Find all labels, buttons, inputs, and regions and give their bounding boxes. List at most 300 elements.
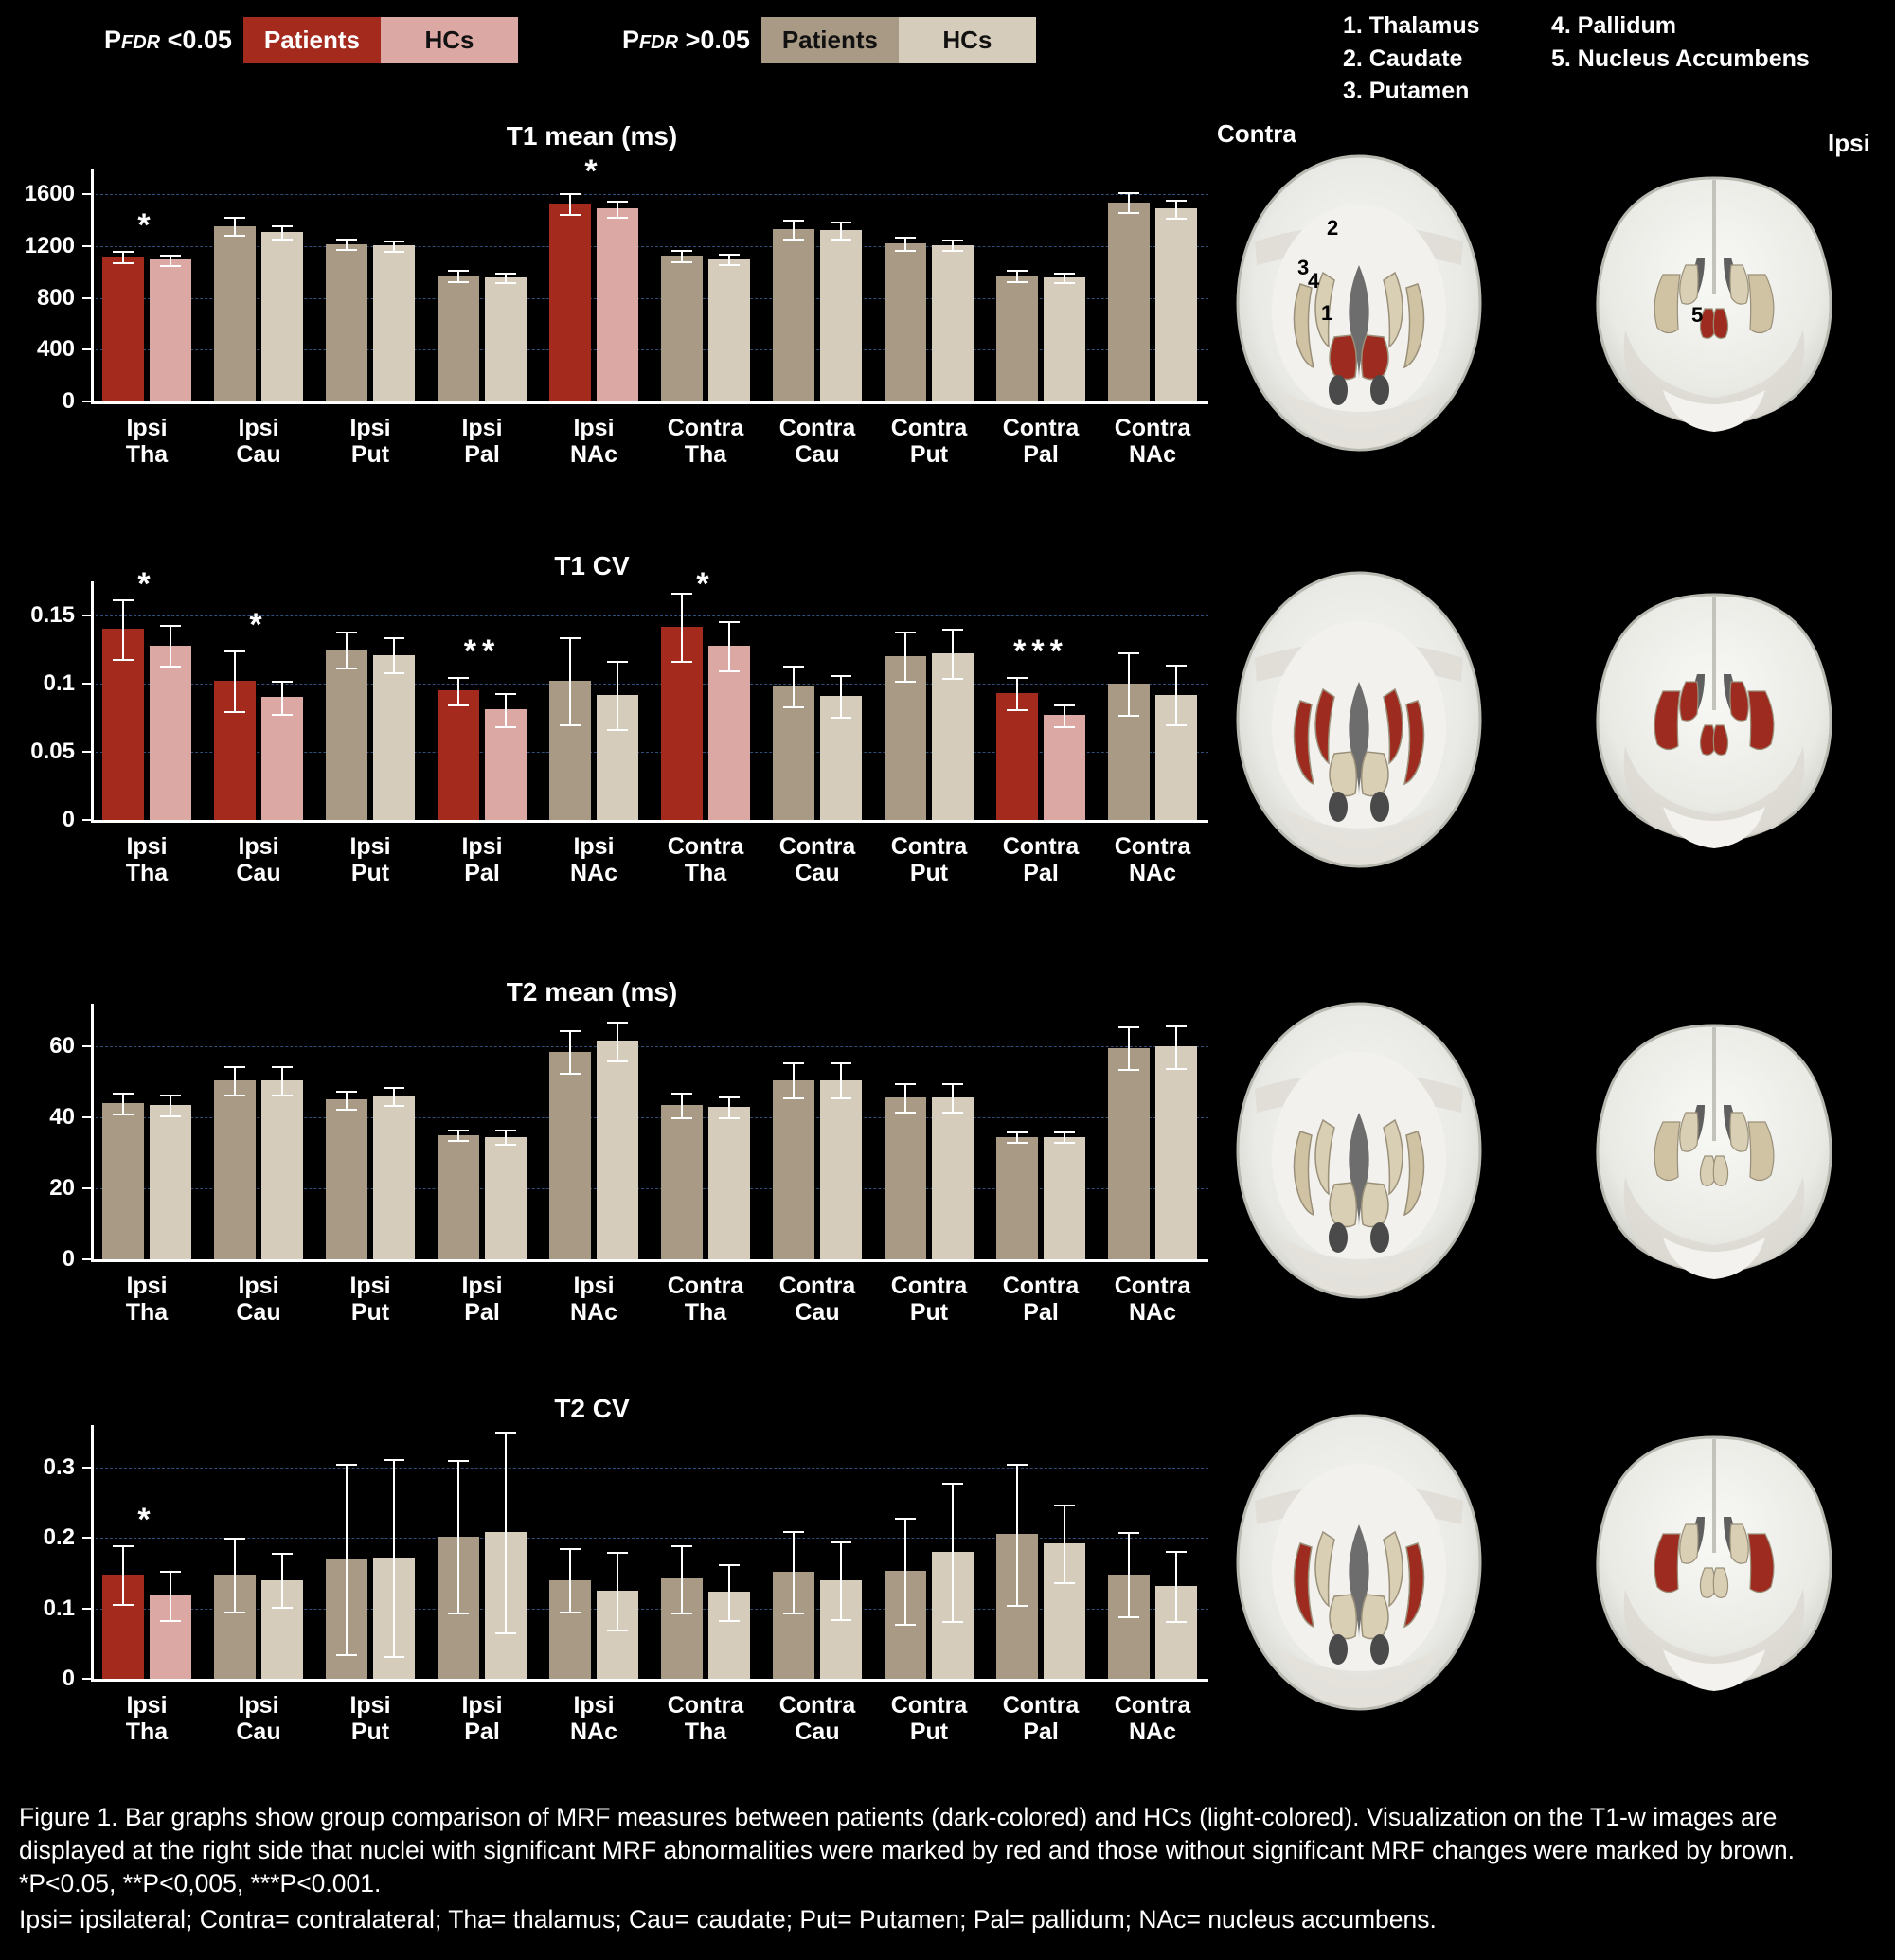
error-bar-cap <box>895 681 916 683</box>
bar-hcs <box>261 232 303 401</box>
error-bar-cap <box>607 1022 628 1024</box>
x-label-line1: Ipsi <box>573 833 615 860</box>
x-label-line2: Cau <box>236 441 281 468</box>
error-bar <box>617 661 618 729</box>
bar-hcs <box>820 1080 862 1259</box>
error-bar-cap <box>719 621 740 623</box>
bar-patients <box>326 1099 367 1259</box>
error-bar-cap <box>1166 724 1187 726</box>
x-label-line2: Pal <box>1023 441 1059 468</box>
x-axis-label <box>538 833 650 886</box>
error-bar-cap <box>160 265 181 267</box>
error-bar <box>952 1483 954 1621</box>
x-axis-label <box>650 1692 761 1745</box>
coronal-brain-slice <box>1572 568 1856 881</box>
error-bar-cap <box>272 1553 293 1555</box>
error-bar-cap <box>1054 1582 1075 1584</box>
error-bar <box>234 650 236 710</box>
x-label-line1: Contra <box>778 833 856 860</box>
significance-marker: * <box>137 1501 156 1538</box>
x-label-line2: NAc <box>569 1719 617 1745</box>
x-label-line1: Contra <box>1114 1692 1191 1719</box>
x-label-line2: Cau <box>236 860 281 886</box>
bar-hcs <box>1044 1137 1085 1259</box>
coronal-brain-slice <box>1572 999 1856 1311</box>
y-tick-label: 40 <box>49 1104 75 1130</box>
significance-marker: * <box>137 566 156 602</box>
x-label-line1: Ipsi <box>461 1273 503 1299</box>
bar-patients <box>996 276 1038 401</box>
error-bar <box>1128 1026 1130 1069</box>
error-bar-cap <box>448 704 469 706</box>
error-bar-cap <box>160 625 181 627</box>
chart-plot-2 <box>30 566 1208 886</box>
error-bar <box>1064 704 1065 726</box>
x-label-line2: Tha <box>125 1299 169 1326</box>
x-label-line2: NAc <box>1128 1719 1176 1745</box>
y-tick-mark <box>82 1467 91 1469</box>
y-tick-mark <box>82 1187 91 1189</box>
x-axis-label <box>203 1692 314 1745</box>
caption-line-1: Figure 1. Bar graphs show group comparison of MRF measures between patients (dark-colored) and HCs (light-colored). Visualization on the T1-w images are displayed at the right side that nuclei with significant MRF abnormalities were marked by red and those without significant MRF changes were marked by brown. *P<0.05, **P<0,005, ***P<0.001. <box>19 1803 1796 1898</box>
error-bar-cap <box>113 251 134 253</box>
gridline <box>91 194 1208 195</box>
nuclei-key-col1 <box>1343 9 1551 108</box>
error-bar <box>505 1130 507 1144</box>
error-bar-cap <box>671 661 692 663</box>
error-bar <box>952 1083 954 1112</box>
error-bar <box>728 1096 730 1118</box>
error-bar-cap <box>560 193 581 195</box>
error-bar-cap <box>783 666 804 668</box>
error-bar-cap <box>1007 281 1028 283</box>
significance-marker: * <box>696 566 715 602</box>
error-bar-cap <box>224 1095 245 1096</box>
brain-coronal-1 <box>1572 151 1856 464</box>
error-bar <box>617 201 618 216</box>
legend <box>104 17 1036 63</box>
x-axis-line <box>91 820 1208 823</box>
bar-patients <box>438 276 479 401</box>
error-bar-cap <box>495 282 516 284</box>
error-bar-cap <box>448 1130 469 1131</box>
x-label-line2: NAc <box>569 860 617 886</box>
error-bar-cap <box>719 254 740 256</box>
error-bar-cap <box>224 1066 245 1068</box>
error-bar-cap <box>336 249 357 251</box>
bar-hcs <box>261 1080 303 1259</box>
error-bar <box>1128 652 1130 715</box>
error-bar-cap <box>942 1083 963 1085</box>
x-axis-label <box>426 1692 538 1745</box>
error-bar-cap <box>671 1093 692 1095</box>
error-bar <box>457 1460 459 1613</box>
y-tick-label: 800 <box>36 284 75 311</box>
error-bar <box>170 625 171 666</box>
error-bar-cap <box>1118 652 1139 654</box>
x-axis-label <box>761 833 873 886</box>
error-bar-cap <box>783 1097 804 1099</box>
x-axis-label <box>314 833 426 886</box>
chart-title-4: T2 CV <box>554 1394 630 1423</box>
error-bar <box>170 1571 171 1620</box>
error-bar <box>505 693 507 726</box>
error-bar-cap <box>1007 677 1028 679</box>
legend-nonsignificant <box>622 17 1036 63</box>
bar-patients <box>773 229 814 401</box>
x-label-line2: NAc <box>569 1299 617 1326</box>
error-bar-cap <box>160 1095 181 1096</box>
error-bar <box>793 1062 795 1098</box>
legend-nonsignificant-label: PFDR >0.05 <box>621 26 750 54</box>
error-bar-cap <box>942 250 963 252</box>
x-label-line1: Contra <box>778 415 856 441</box>
error-bar-cap <box>719 1620 740 1622</box>
error-bar-cap <box>942 629 963 631</box>
error-bar-cap <box>942 240 963 241</box>
error-bar-cap <box>1007 709 1028 711</box>
caption-line-2: Ipsi= ipsilateral; Contra= contralateral; Tha= thalamus; Cau= caudate; Put= Putamen; Pal= pallidum; NAc= nucleus accumbens. <box>19 1904 1437 1933</box>
x-axis-label <box>873 1692 985 1745</box>
x-axis-label <box>650 1273 761 1326</box>
error-bar-cap <box>224 1612 245 1613</box>
error-bar-cap <box>1166 1551 1187 1553</box>
error-bar-cap <box>1166 1068 1187 1070</box>
error-bar-cap <box>224 235 245 237</box>
x-label-line2: NAc <box>1128 860 1176 886</box>
error-bar <box>617 1552 618 1630</box>
x-axis-line <box>91 1679 1208 1682</box>
x-label-line1: Ipsi <box>461 833 503 860</box>
error-bar <box>617 1022 618 1060</box>
bar-patients <box>1108 203 1150 401</box>
chart-title-3: T2 mean (ms) <box>506 977 678 1007</box>
error-bar-cap <box>113 1604 134 1606</box>
x-label-line2: Tha <box>684 441 727 468</box>
chart-plot-4 <box>43 1425 1208 1745</box>
error-bar-cap <box>895 1624 916 1626</box>
x-axis-label <box>203 1273 314 1326</box>
y-tick-mark <box>82 615 91 616</box>
error-bar-cap <box>384 251 404 253</box>
x-label-line1: Contra <box>778 1692 856 1719</box>
y-tick-label: 0 <box>62 388 75 414</box>
bar-patients <box>996 693 1038 820</box>
error-bar <box>1016 677 1018 710</box>
y-tick-label: 0.3 <box>43 1453 75 1480</box>
error-bar <box>840 222 842 239</box>
error-bar-cap <box>224 711 245 713</box>
x-label-line2: Tha <box>684 860 727 886</box>
error-bar-cap <box>560 1030 581 1032</box>
error-bar-cap <box>942 678 963 680</box>
error-bar <box>170 1095 171 1116</box>
error-bar-cap <box>1007 1142 1028 1144</box>
bar-patients <box>661 256 703 401</box>
x-label-line1: Ipsi <box>573 1273 615 1299</box>
y-tick-label: 0.1 <box>43 1595 75 1621</box>
error-bar-cap <box>336 1091 357 1093</box>
chart-title-1: T1 mean (ms) <box>506 121 678 151</box>
y-tick-mark <box>82 1678 91 1680</box>
error-bar <box>234 1538 236 1611</box>
brain-region-number-5: 5 <box>1691 303 1704 327</box>
y-tick-label: 0.2 <box>43 1524 75 1551</box>
error-bar <box>1175 1551 1177 1621</box>
gridline <box>91 349 1208 350</box>
error-bar-cap <box>831 1062 851 1064</box>
x-label-line2: Put <box>350 1719 390 1745</box>
brain-label-contra: Contra <box>1217 119 1296 148</box>
error-bar-cap <box>560 1612 581 1613</box>
error-bar-cap <box>336 632 357 633</box>
bar-hcs <box>373 1096 415 1260</box>
x-label-line1: Ipsi <box>126 1692 168 1719</box>
error-bar <box>840 1541 842 1619</box>
x-label-line2: Put <box>909 441 949 468</box>
error-bar <box>281 1066 283 1095</box>
error-bar-cap <box>607 1060 628 1062</box>
error-bar <box>1064 1505 1065 1582</box>
error-bar-cap <box>942 1112 963 1114</box>
error-bar-cap <box>113 1114 134 1115</box>
bar-hcs <box>1155 208 1197 401</box>
error-bar-cap <box>671 1117 692 1119</box>
x-label-line2: Cau <box>795 441 840 468</box>
y-tick-label: 1600 <box>24 181 75 207</box>
gridline <box>91 1609 1208 1610</box>
legend-ns-subscript: FDR <box>638 32 679 53</box>
x-axis-label <box>314 1273 426 1326</box>
error-bar-cap <box>113 659 134 661</box>
x-label-line1: Contra <box>890 833 968 860</box>
error-bar-cap <box>895 632 916 633</box>
error-bar-cap <box>495 726 516 728</box>
bar-patients <box>773 1080 814 1259</box>
brain-region-number-2: 2 <box>1327 216 1339 240</box>
error-bar-cap <box>384 1087 404 1089</box>
y-tick-mark <box>82 348 91 350</box>
error-bar <box>1175 200 1177 218</box>
error-bar-cap <box>607 661 628 663</box>
error-bar-cap <box>336 1654 357 1656</box>
brain-axial-4 <box>1217 1411 1501 1723</box>
x-axis-label <box>203 833 314 886</box>
bar-hcs <box>820 230 862 401</box>
x-axis-label <box>91 1692 203 1745</box>
x-label-line2: Cau <box>236 1719 281 1745</box>
nuclei-key-item-5: 5. Nucleus Accumbens <box>1551 45 1810 72</box>
error-bar-cap <box>384 672 404 674</box>
error-bar-cap <box>160 1571 181 1573</box>
error-bar <box>569 637 571 724</box>
x-label-line1: Ipsi <box>349 415 391 441</box>
error-bar-cap <box>448 677 469 679</box>
error-bar-cap <box>113 1545 134 1547</box>
error-bar-cap <box>831 717 851 719</box>
error-bar-cap <box>783 706 804 708</box>
bar-hcs <box>708 1107 750 1259</box>
y-axis-line <box>91 1004 94 1262</box>
error-bar-cap <box>224 650 245 652</box>
y-tick-label: 0.05 <box>30 739 75 764</box>
x-label-line1: Ipsi <box>126 415 168 441</box>
x-label-line1: Contra <box>667 833 744 860</box>
error-bar <box>122 1545 124 1605</box>
legend-significant <box>104 17 518 63</box>
error-bar <box>840 675 842 716</box>
error-bar-cap <box>607 201 628 203</box>
error-bar-cap <box>1054 273 1075 275</box>
gridline <box>91 752 1208 753</box>
x-label-line1: Ipsi <box>573 415 615 441</box>
x-label-line1: Contra <box>1002 1273 1080 1299</box>
bar-hcs <box>932 245 974 401</box>
coronal-brain-slice <box>1572 151 1856 464</box>
x-axis-label <box>761 1692 873 1745</box>
error-bar <box>793 1531 795 1613</box>
error-bar-cap <box>783 1613 804 1614</box>
error-bar <box>681 1545 683 1613</box>
x-axis-label <box>91 833 203 886</box>
brain-axial-2 <box>1217 568 1501 881</box>
legend-sig-subscript: FDR <box>121 32 161 53</box>
x-label-line1: Contra <box>1002 415 1080 441</box>
x-axis-label <box>314 1692 426 1745</box>
gridline <box>91 1046 1208 1047</box>
error-bar <box>122 599 124 659</box>
x-axis-label <box>91 415 203 468</box>
error-bar <box>1128 1532 1130 1616</box>
x-axis-label <box>426 415 538 468</box>
y-tick-mark <box>82 683 91 685</box>
error-bar-cap <box>719 1117 740 1119</box>
error-bar-cap <box>384 1105 404 1107</box>
x-axis-label <box>873 415 985 468</box>
error-bar <box>393 1459 395 1656</box>
error-bar <box>840 1062 842 1098</box>
x-axis-label <box>91 1273 203 1326</box>
x-label-line1: Contra <box>667 415 744 441</box>
nuclei-key-item-1: 1. Thalamus <box>1343 12 1480 39</box>
error-bar <box>1128 192 1130 213</box>
error-bar <box>346 632 348 667</box>
x-label-line2: Put <box>909 1719 949 1745</box>
error-bar <box>457 677 459 704</box>
legend-swatch-patients-significant: Patients <box>243 17 381 63</box>
y-tick-mark <box>82 819 91 821</box>
nuclei-key-col2 <box>1551 9 1810 75</box>
figure-caption <box>19 1801 1875 1938</box>
error-bar <box>281 681 283 714</box>
axial-brain-slice <box>1217 999 1501 1311</box>
error-bar-cap <box>224 217 245 219</box>
x-label-line1: Ipsi <box>573 1692 615 1719</box>
x-label-line1: Contra <box>1114 1273 1191 1299</box>
y-axis-line <box>91 169 94 404</box>
error-bar-cap <box>272 1095 293 1096</box>
x-label-line1: Ipsi <box>349 1692 391 1719</box>
error-bar-cap <box>448 1613 469 1614</box>
x-label-line2: Cau <box>236 1299 281 1326</box>
x-label-line1: Ipsi <box>349 833 391 860</box>
error-bar-cap <box>495 693 516 695</box>
gridline <box>91 1117 1208 1118</box>
error-bar-cap <box>448 1140 469 1142</box>
error-bar-cap <box>1007 1131 1028 1133</box>
error-bar-cap <box>1118 1532 1139 1534</box>
bar-hcs <box>708 259 750 401</box>
x-label-line2: Pal <box>1023 1719 1059 1745</box>
bar-hcs <box>261 697 303 820</box>
x-label-line2: Put <box>909 1299 949 1326</box>
x-axis-label <box>761 415 873 468</box>
error-bar <box>904 632 906 681</box>
bar-hcs <box>150 1105 191 1259</box>
error-bar-cap <box>942 1483 963 1485</box>
error-bar-cap <box>895 1112 916 1114</box>
error-bar-cap <box>1118 192 1139 194</box>
error-bar-cap <box>831 239 851 241</box>
bar-patients <box>214 1080 256 1259</box>
x-axis-label <box>538 1273 650 1326</box>
nuclei-key-item-3: 3. Putamen <box>1343 78 1470 104</box>
x-axis-line <box>91 1259 1208 1262</box>
brain-axial-3 <box>1217 999 1501 1311</box>
error-bar-cap <box>1007 1464 1028 1466</box>
error-bar <box>122 1093 124 1114</box>
error-bar-cap <box>113 262 134 264</box>
x-label-line1: Ipsi <box>238 833 279 860</box>
error-bar-cap <box>1166 665 1187 667</box>
x-label-line1: Contra <box>1114 833 1191 860</box>
y-tick-label: 0 <box>62 807 75 832</box>
x-axis-label <box>985 1692 1097 1745</box>
chart-plot-1 <box>24 153 1208 468</box>
bar-hcs <box>485 277 527 401</box>
error-bar <box>281 1553 283 1607</box>
bar-hcs <box>1044 277 1085 401</box>
error-bar-cap <box>1054 1142 1075 1144</box>
x-label-line2: Put <box>350 1299 390 1326</box>
error-bar-cap <box>1007 1605 1028 1607</box>
brain-axial-1 <box>1217 151 1501 464</box>
x-label-line2: Cau <box>795 1299 840 1326</box>
error-bar-cap <box>1166 218 1187 220</box>
error-bar-cap <box>607 1552 628 1554</box>
y-tick-mark <box>82 193 91 195</box>
y-tick-label: 1200 <box>24 233 75 258</box>
error-bar-cap <box>384 1459 404 1461</box>
error-bar <box>393 1087 395 1105</box>
error-bar-cap <box>895 250 916 252</box>
x-axis-label <box>1097 1273 1208 1326</box>
x-label-line1: Contra <box>778 1273 856 1299</box>
x-axis-label <box>1097 833 1208 886</box>
x-axis-label <box>650 833 761 886</box>
x-label-line2: Cau <box>795 860 840 886</box>
bar-patients <box>885 1097 926 1259</box>
x-label-line1: Contra <box>1002 1692 1080 1719</box>
bar-patients <box>1108 1048 1150 1259</box>
bar-hcs <box>932 1097 974 1259</box>
error-bar-cap <box>607 729 628 731</box>
error-bar-cap <box>895 1518 916 1520</box>
error-bar <box>728 1564 730 1621</box>
bar-patients <box>438 1135 479 1259</box>
y-tick-mark <box>82 751 91 753</box>
x-axis-label <box>873 1273 985 1326</box>
